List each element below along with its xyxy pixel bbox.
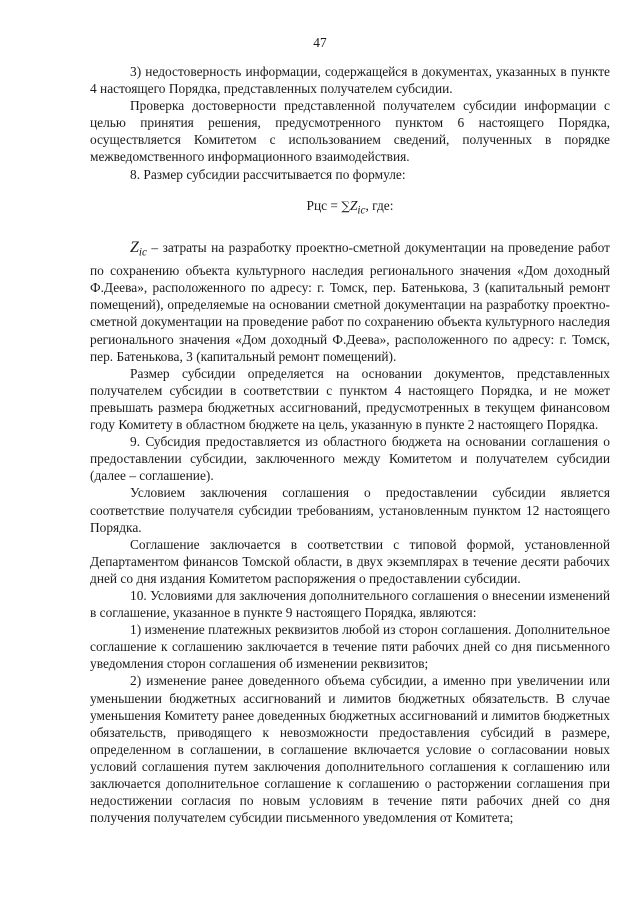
definition-symbol-subscript: ic xyxy=(138,247,147,260)
paragraph-subitem-2: 2) изменение ранее доведенного объема субсидии, а именно при увеличении или уменьшении бюджетных ассигнований и лимитов бюджетных обязательств. В случае уменьшения Комитету ранее доведенных бюджетных ассигнований и лимитов бюджетных обязательств, приводящего к невозможности предоставления субсидий в размере, определенном в соглашении, в соглашение включается условие о согласовании новых условий соглашения путем заключения дополнительного соглашения к соглашению или заключается дополнительное соглашение к соглашению о расторжении соглашения при недостижении согласия по новым условиям в течение пяти рабочих дней со дня получения получателем субсидии письменного уведомления от Комитета; xyxy=(90,673,610,826)
formula-sum-symbol: ∑ xyxy=(341,198,350,213)
paragraph-condition: Условием заключения соглашения о предоставлении субсидии является соответствие получателя субсидии требованиям, установленным пунктом 12 настоящего Порядка. xyxy=(90,485,610,535)
document-body xyxy=(90,63,610,826)
subsidy-formula xyxy=(90,197,610,220)
page-number: 47 xyxy=(313,35,327,50)
paragraph-subsidy-size: Размер субсидии определяется на основании документов, представленных получателем субсидии в соответствии с пунктом 4 настоящего Порядка, и не может превышать размера бюджетных ассигнований, предусмотренных в текущем финансовом году Комитету в областном бюджете на цель, указанную в пункте 2 настоящего Порядка. xyxy=(90,365,610,433)
formula-lhs: Рцс = xyxy=(306,197,338,213)
paragraph-item-8: 8. Размер субсидии рассчитывается по формуле: xyxy=(130,166,406,182)
formula-tail: , где: xyxy=(365,197,394,213)
paragraph-clause-3: 3) недостоверность информации, содержащейся в документах, указанных в пункте 4 настоящего Порядка, представленных получателем субсидии. xyxy=(90,64,610,97)
paragraph-definition xyxy=(90,239,610,364)
paragraph-verification: Проверка достоверности представленной получателем субсидии информации с целью принятия решения, предусмотренного пунктом 6 настоящего Порядка, осуществляется Комитетом с использованием сведений, полученных в порядке межведомственного информационного взаимодействия. xyxy=(90,98,610,165)
paragraph-agreement-form: Соглашение заключается в соответствии с типовой формой, установленной Департаментом финансов Томской области, в двух экземплярах в течение десяти рабочих дней со дня издания Комитетом распоряжения о предоставлении субсидии. xyxy=(90,536,610,586)
definition-symbol: Z xyxy=(130,239,139,257)
definition-text: – затраты на разработку проектно-сметной документации на проведение работ по сохранению объекта культурного наследия регионального значения «Дом доходный Ф.Деева», расположенного по адресу: г. Томск, пер. Батенькова, 3 (капитальный ремонт помещений), определяемые на основании сметной документации на разработку проектно-сметной документации на проведение работ по сохранению объекта культурного наследия регионального значения «Дом доходный Ф.Деева», расположенного по адресу: г. Томск, пер. Батенькова, 3 (капитальный ремонт помещений). xyxy=(90,240,610,364)
paragraph-item-10: 10. Условиями для заключения дополнительного соглашения о внесении изменений в соглашение, указанное в пункте 9 настоящего Порядка, являются: xyxy=(90,587,610,621)
paragraph-item-9: 9. Субсидия предоставляется из областного бюджета на основании соглашения о предоставлении субсидии, заключенного между Комитетом и получателем субсидии (далее – соглашение). xyxy=(90,434,610,484)
paragraph-subitem-1: 1) изменение платежных реквизитов любой из сторон соглашения. Дополнительное соглашение к соглашению заключается в течение пяти рабочих дней со дня письменного уведомления сторон соглашения об изменении реквизитов; xyxy=(90,622,610,672)
formula-z: Z xyxy=(349,197,358,213)
formula-z-subscript: ic xyxy=(357,204,366,217)
